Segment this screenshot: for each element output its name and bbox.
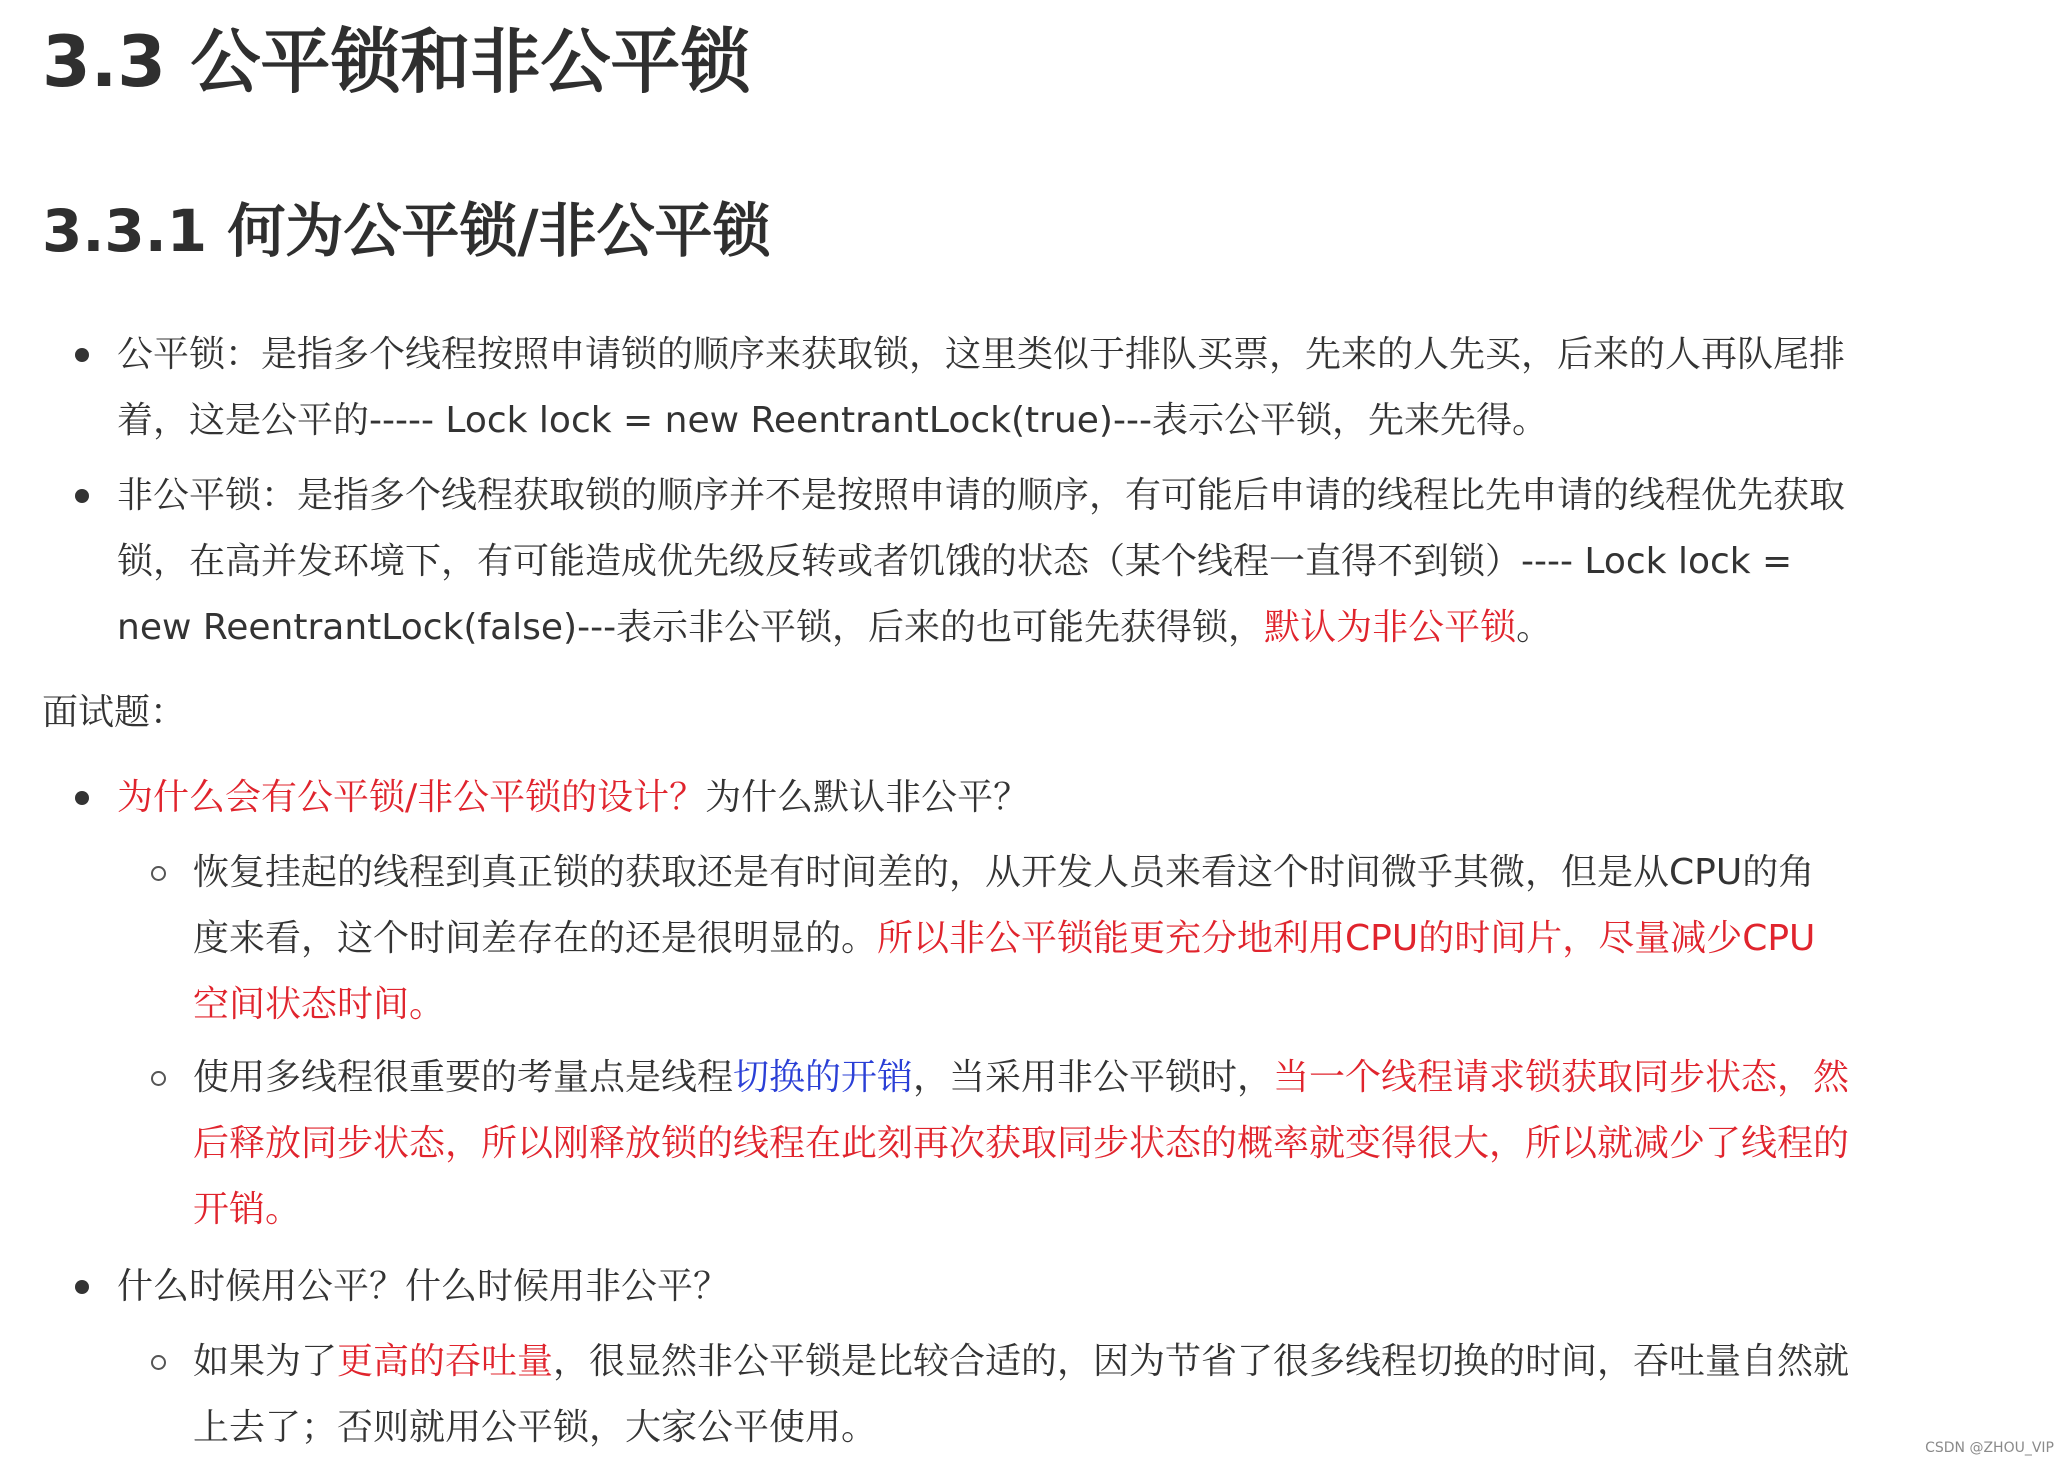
bullet-icon: [75, 348, 89, 362]
default-nonfair-highlight: 默认为非公平锁: [1264, 607, 1517, 648]
sync-state-highlight: 当一个线程请求锁获取同步状态，然: [1273, 1057, 1850, 1098]
bullet-icon: [75, 489, 89, 503]
nonfair-lock-line-3: new ReentrantLock(false)---表示非公平锁，后来的也可能先获得锁，默认为非公平锁。: [117, 607, 1553, 648]
q2-answer-1-line-1: 如果为了更高的吞吐量，很显然非公平锁是比较合适的，因为节省了很多线程切换的时间，吞吐量自然就: [193, 1341, 1850, 1382]
interview-label: 面试题：: [42, 692, 187, 733]
heading-3-3: 3.3 公平锁和非公平锁: [42, 21, 751, 103]
hollow-bullet-icon: [151, 1355, 166, 1370]
throughput-highlight: 更高的吞吐量: [337, 1341, 554, 1382]
q1-answer-2-line-2: 后释放同步状态，所以刚释放锁的线程在此刻再次获取同步状态的概率就变得很大，所以就减少了线程的: [193, 1123, 1850, 1164]
fair-lock-line-1: 公平锁：是指多个线程按照申请锁的顺序来获取锁，这里类似于排队买票，先来的人先买，后来的人再队尾排: [117, 334, 1846, 375]
q1-answer-1-line-1: 恢复挂起的线程到真正锁的获取还是有时间差的，从开发人员来看这个时间微乎其微，但是从CPU的角: [193, 852, 1815, 893]
question-1: 为什么会有公平锁/非公平锁的设计？为什么默认非公平？: [117, 777, 1030, 818]
q1-answer-1-line-3: 空间状态时间。: [193, 984, 446, 1025]
csdn-watermark: CSDN @ZHOU_VIP: [1925, 1440, 2054, 1456]
fair-lock-line-2: 着，这是公平的----- Lock lock = new ReentrantLock(true)---表示公平锁，先来先得。: [117, 400, 1548, 441]
cpu-timeslice-highlight: 所以非公平锁能更充分地利用CPU的时间片，尽量减少CPU: [877, 918, 1816, 959]
q1-answer-2-line-1: 使用多线程很重要的考量点是线程切换的开销，当采用非公平锁时，当一个线程请求锁获取同步状态，然: [193, 1057, 1850, 1098]
q1-answer-2-line-3: 开销。: [193, 1189, 302, 1230]
nonfair-lock-line-1: 非公平锁：是指多个线程获取锁的顺序并不是按照申请的顺序，有可能后申请的线程比先申请的线程优先获取: [117, 475, 1846, 516]
q2-answer-1-line-2: 上去了；否则就用公平锁，大家公平使用。: [193, 1407, 878, 1448]
q1-answer-1-line-2: 度来看，这个时间差存在的还是很明显的。所以非公平锁能更充分地利用CPU的时间片，尽量减少CPU: [193, 918, 1816, 959]
nonfair-lock-line-2: 锁，在高并发环境下，有可能造成优先级反转或者饥饿的状态（某个线程一直得不到锁）---- Lock lock =: [117, 541, 1793, 582]
switch-cost-highlight: 切换的开销: [733, 1057, 914, 1098]
bullet-icon: [75, 791, 89, 805]
question-2: 什么时候用公平？什么时候用非公平？: [117, 1266, 730, 1307]
heading-3-3-1: 3.3.1 何为公平锁/非公平锁: [42, 197, 771, 265]
hollow-bullet-icon: [151, 1071, 166, 1086]
bullet-icon: [75, 1280, 89, 1294]
hollow-bullet-icon: [151, 866, 166, 881]
question-1-highlight: 为什么会有公平锁/非公平锁的设计？: [117, 777, 706, 818]
